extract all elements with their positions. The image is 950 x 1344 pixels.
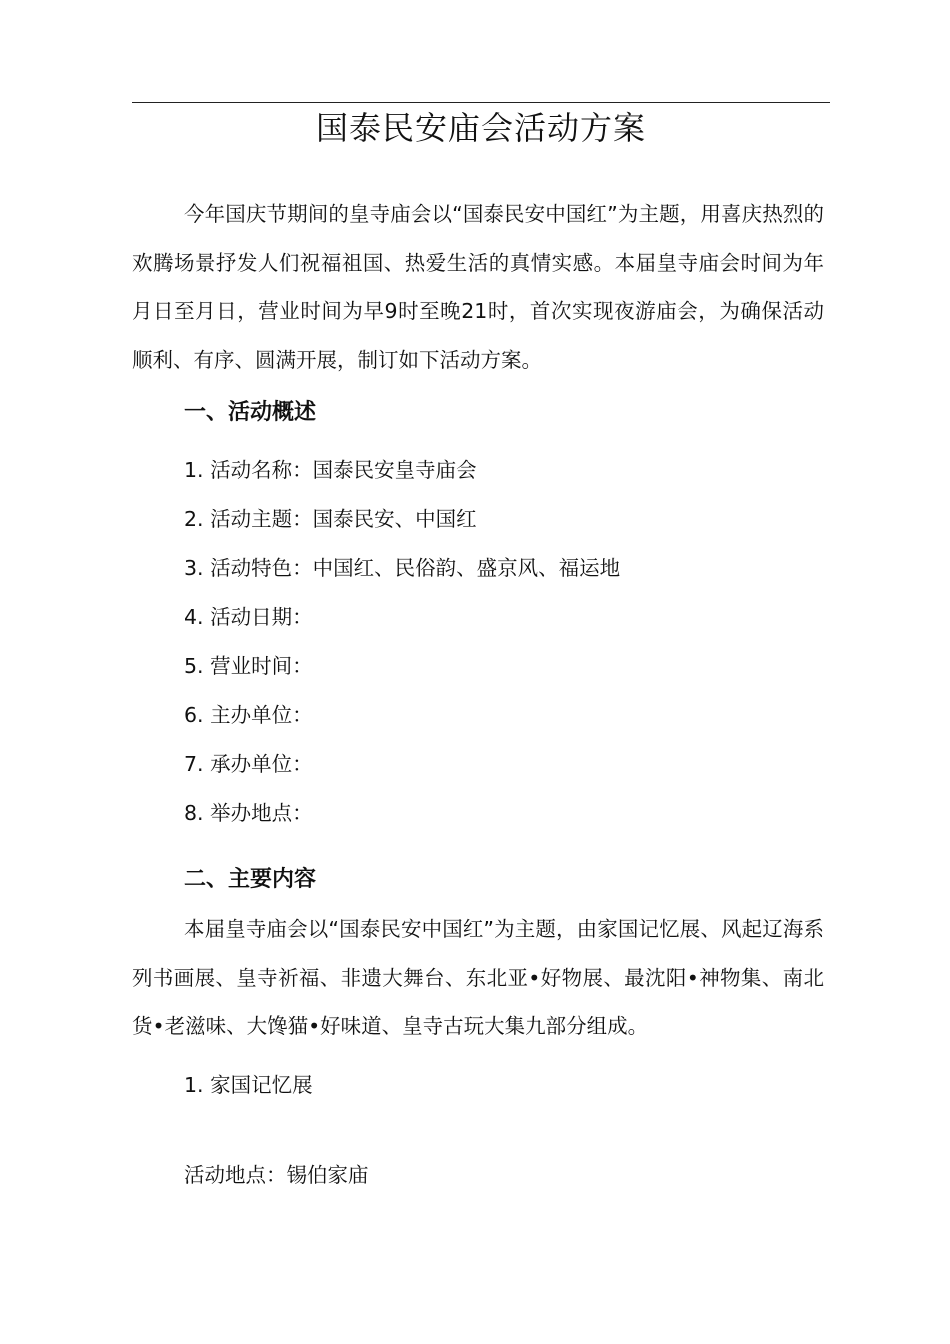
overview-item-date: 4. 活动日期： — [184, 605, 313, 629]
document-title: 国泰民安庙会活动方案 — [315, 109, 646, 147]
intro-paragraph: 今年国庆节期间的皇寺庙会以“国泰民安中国红”为主题，用喜庆热烈的欢腾场景抒发人们祝福祖国、热爱生活的真情实感。本届皇寺庙会时间为年月日至月日，营业时间为早9时至晚21时，首次实现夜游庙会，为确保活动顺利、有序、圆满开展，制订如下活动方案。 — [132, 202, 824, 372]
overview-item-features: 3. 活动特色：中国红、民俗韵、盛京风、福运地 — [184, 556, 621, 580]
overview-item-host: 7. 承办单位： — [184, 752, 313, 776]
section1-heading: 一、活动概述 — [184, 400, 317, 425]
overview-item-theme: 2. 活动主题：国泰民安、中国红 — [184, 507, 477, 531]
overview-item-hours: 5. 营业时间： — [184, 654, 313, 678]
overview-item-venue: 8. 举办地点： — [184, 801, 313, 825]
overview-item-name: 1. 活动名称：国泰民安皇寺庙会 — [184, 458, 477, 482]
content-paragraph: 本届皇寺庙会以“国泰民安中国红”为主题，由家国记忆展、风起辽海系列书画展、皇寺祈福、非遗大舞台、东北亚•好物展、最沈阳•神物集、南北货•老滋味、大馋猫•好味道、皇寺古玩大集九部分组成。 — [132, 917, 824, 1038]
header-rule — [132, 102, 830, 103]
content-subitem-memory-exhibit: 1. 家国记忆展 — [184, 1073, 313, 1097]
section2-heading: 二、主要内容 — [184, 867, 317, 892]
overview-item-organizer: 6. 主办单位： — [184, 703, 313, 727]
activity-location: 活动地点：锡伯家庙 — [184, 1163, 369, 1187]
